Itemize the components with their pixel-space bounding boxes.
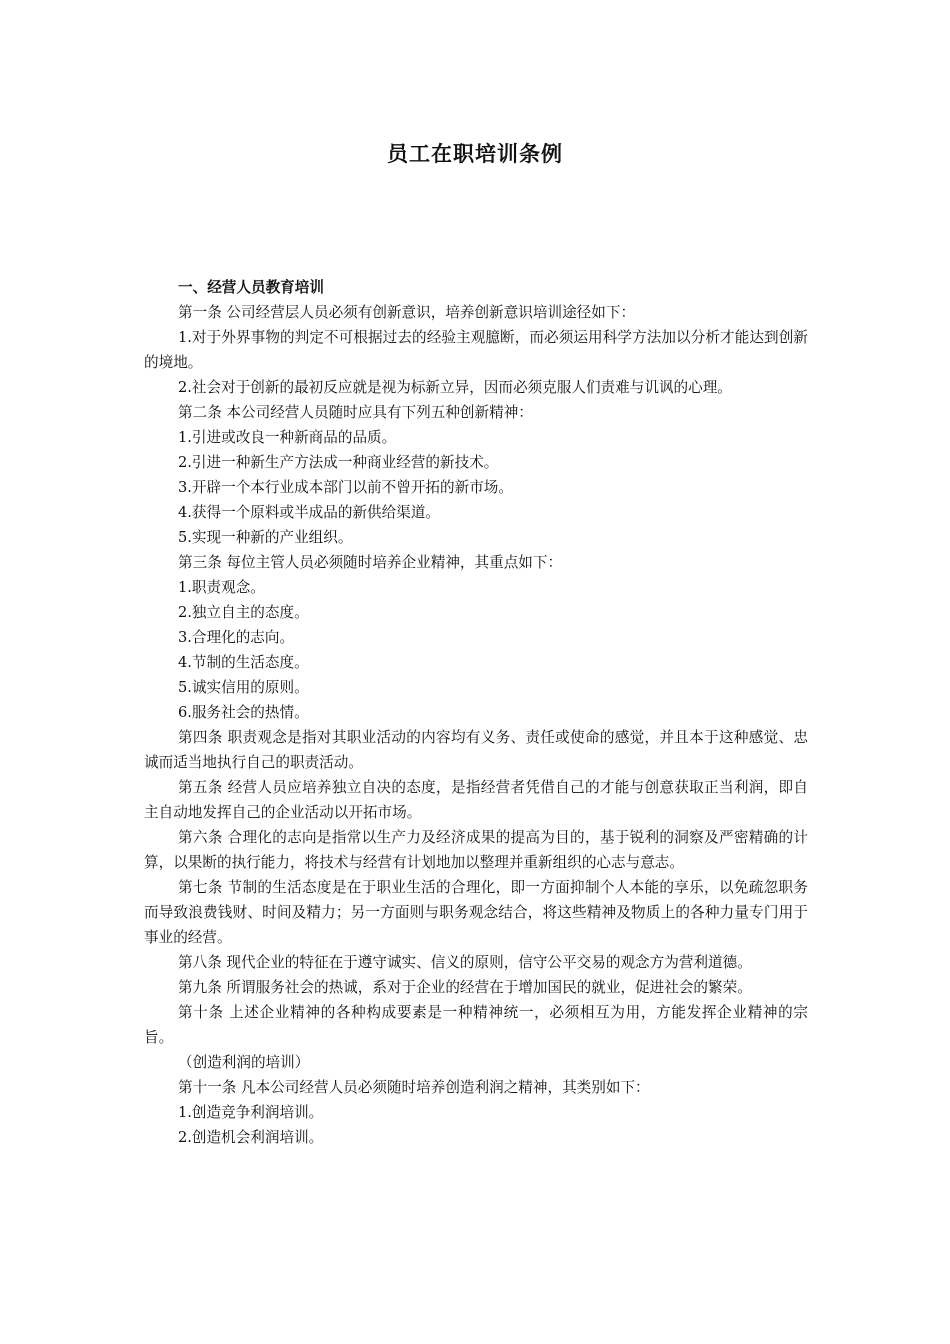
- list-item: 4.节制的生活态度。: [178, 654, 309, 671]
- article-11: 第十一条 凡本公司经营人员必须随时培养创造利润之精神，其类别如下：: [178, 1079, 650, 1096]
- article-2: 第二条 本公司经营人员随时应具有下列五种创新精神：: [178, 404, 533, 421]
- list-item: 2.创造机会利润培训。: [178, 1129, 324, 1146]
- list-item: 1.对于外界事物的判定不可根据过去的经验主观臆断，而必须运用科学方法加以分析才能达到创新的境地。: [144, 329, 808, 371]
- article-8: 第八条 现代企业的特征在于遵守诚实、信义的原则，信守公平交易的观念方为营利道德。: [178, 954, 752, 971]
- section-heading: 一、经营人员教育培训: [178, 279, 324, 296]
- article-5: 第五条 经营人员应培养独立自决的态度，是指经营者凭借自己的才能与创意获取正当利润，即自主自动地发挥自己的企业活动以开拓市场。: [144, 779, 808, 821]
- list-item: 2.引进一种新生产方法成一种商业经营的新技术。: [178, 454, 499, 471]
- article-9: 第九条 所谓服务社会的热诚，系对于企业的经营在于增加国民的就业，促进社会的繁荣。: [178, 979, 752, 996]
- list-item: 5.诚实信用的原则。: [178, 679, 309, 696]
- list-item: 2.社会对于创新的最初反应就是视为标新立异，因而必须克服人们责难与讥讽的心理。: [178, 379, 732, 396]
- list-item: 6.服务社会的热情。: [178, 704, 309, 721]
- list-item: 3.开辟一个本行业成本部门以前不曾开拓的新市场。: [178, 479, 513, 496]
- list-item: 1.创造竞争利润培训。: [178, 1104, 324, 1121]
- list-item: 4.获得一个原料或半成品的新供给渠道。: [178, 504, 441, 521]
- list-item: 3.合理化的志向。: [178, 629, 295, 646]
- subsection-heading: （创造利润的培训）: [178, 1054, 310, 1071]
- document-body: [144, 275, 808, 1150]
- article-10: 第十条 上述企业精神的各种构成要素是一种精神统一，必须相互为用，方能发挥企业精神的宗旨。: [144, 1004, 808, 1046]
- list-item: 5.实现一种新的产业组织。: [178, 529, 353, 546]
- article-4: 第四条 职责观念是指对其职业活动的内容均有义务、责任或使命的感觉，并且本于这种感觉、忠诚而适当地执行自己的职责活动。: [144, 729, 808, 771]
- article-3: 第三条 每位主管人员必须随时培养企业精神，其重点如下：: [178, 554, 563, 571]
- article-6: 第六条 合理化的志向是指常以生产力及经济成果的提高为目的，基于锐利的洞察及严密精确的计算，以果断的执行能力，将技术与经营有计划地加以整理并重新组织的心志与意志。: [144, 829, 808, 871]
- list-item: 1.引进或改良一种新商品的品质。: [178, 429, 397, 446]
- list-item: 2.独立自主的态度。: [178, 604, 309, 621]
- list-item: 1.职责观念。: [178, 579, 265, 596]
- article-7: 第七条 节制的生活态度是在于职业生活的合理化，即一方面抑制个人本能的享乐，以免疏忽职务而导致浪费钱财、时间及精力；另一方面则与职务观念结合，将这些精神及物质上的各种力量专门用于事业的经营。: [144, 879, 808, 946]
- article-1: 第一条 公司经营层人员必须有创新意识，培养创新意识培训途径如下：: [178, 304, 636, 321]
- document-title: 员工在职培训条例: [387, 142, 563, 166]
